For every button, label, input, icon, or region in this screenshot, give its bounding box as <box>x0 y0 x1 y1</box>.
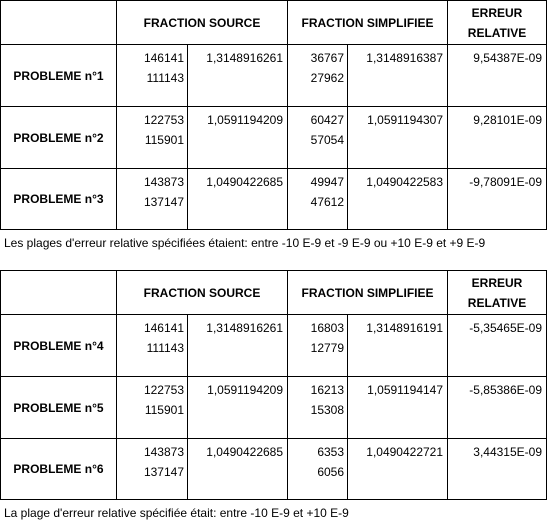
source-numerator: 143873 <box>143 445 184 459</box>
header-relative-error <box>448 1 547 45</box>
source-numerator: 122753 <box>143 113 184 127</box>
table-block-2 <box>0 270 547 532</box>
simplified-fraction-cell <box>288 315 348 377</box>
simplified-fraction-cell <box>288 377 348 439</box>
source-fraction-cell <box>117 439 188 500</box>
problem-label: PROBLEME n°4 <box>1 315 117 377</box>
problem-label: PROBLEME n°1 <box>1 45 117 107</box>
simplified-fraction-cell <box>288 169 348 230</box>
simplified-denominator: 47612 <box>310 195 345 209</box>
header-fraction-simplified: FRACTION SIMPLIFIEE <box>288 271 448 315</box>
simplified-value: 1,0490422583 <box>348 169 448 230</box>
simplified-value: 1,0591194307 <box>348 107 448 169</box>
table-row <box>1 377 547 439</box>
source-value: 1,0591194209 <box>188 377 288 439</box>
results-table-2 <box>0 270 547 500</box>
relative-error-value: -5,85386E-09 <box>448 377 547 439</box>
simplified-fraction-cell <box>288 439 348 500</box>
simplified-denominator: 27962 <box>310 71 345 85</box>
error-range-note: Les plages d'erreur relative spécifiées étaient: entre -10 E-9 et -9 E-9 ou +10 E-9 et +9 E-9 <box>4 236 486 250</box>
source-denominator: 137147 <box>143 465 184 479</box>
problem-label: PROBLEME n°5 <box>1 377 117 439</box>
relative-error-value: -9,78091E-09 <box>448 169 547 230</box>
source-value: 1,3148916261 <box>188 315 288 377</box>
source-numerator: 146141 <box>143 51 184 65</box>
header-error-line1: ERREUR <box>471 5 523 20</box>
simplified-numerator: 36767 <box>310 51 345 65</box>
header-relative-error <box>448 271 547 315</box>
source-numerator: 143873 <box>143 175 184 189</box>
source-denominator: 137147 <box>143 195 184 209</box>
table-row <box>1 45 547 107</box>
header-row <box>1 1 547 45</box>
header-error-line1: ERREUR <box>471 275 523 290</box>
problem-label: PROBLEME n°6 <box>1 439 117 500</box>
table-row <box>1 315 547 377</box>
simplified-numerator: 16803 <box>310 321 345 335</box>
simplified-denominator: 6056 <box>317 465 345 479</box>
header-fraction-simplified: FRACTION SIMPLIFIEE <box>288 1 448 45</box>
relative-error-value: -5,35465E-09 <box>448 315 547 377</box>
header-fraction-source: FRACTION SOURCE <box>117 271 288 315</box>
source-value: 1,0490422685 <box>188 439 288 500</box>
simplified-numerator: 49947 <box>310 175 345 189</box>
header-fraction-source: FRACTION SOURCE <box>117 1 288 45</box>
relative-error-value: 9,28101E-09 <box>448 107 547 169</box>
simplified-fraction-cell <box>288 45 348 107</box>
source-fraction-cell <box>117 315 188 377</box>
problem-label: PROBLEME n°3 <box>1 169 117 230</box>
empty-header-cell <box>1 1 117 45</box>
simplified-value: 1,0490422721 <box>348 439 448 500</box>
source-fraction-cell <box>117 377 188 439</box>
table-row <box>1 107 547 169</box>
source-fraction-cell <box>117 45 188 107</box>
source-numerator: 122753 <box>143 383 184 397</box>
simplified-denominator: 12779 <box>310 341 345 355</box>
source-denominator: 115901 <box>144 133 184 147</box>
simplified-numerator: 16213 <box>310 383 345 397</box>
simplified-value: 1,3148916387 <box>348 45 448 107</box>
relative-error-value: 9,54387E-09 <box>448 45 547 107</box>
simplified-value: 1,3148916191 <box>348 315 448 377</box>
header-error-line2: RELATIVE <box>467 295 527 310</box>
results-table-1 <box>0 0 547 230</box>
relative-error-value: 3,44315E-09 <box>448 439 547 500</box>
simplified-denominator: 15308 <box>310 403 345 417</box>
source-denominator: 111143 <box>146 71 184 85</box>
header-error-line2: RELATIVE <box>467 25 527 40</box>
error-range-note: La plage d'erreur relative spécifiée était: entre -10 E-9 et +10 E-9 <box>4 506 349 520</box>
source-denominator: 111143 <box>146 341 184 355</box>
simplified-value: 1,0591194147 <box>348 377 448 439</box>
source-value: 1,0591194209 <box>188 107 288 169</box>
source-numerator: 146141 <box>143 321 184 335</box>
source-denominator: 115901 <box>144 403 184 417</box>
table-row <box>1 439 547 500</box>
table-row <box>1 169 547 230</box>
header-row <box>1 271 547 315</box>
empty-header-cell <box>1 271 117 315</box>
simplified-numerator: 60427 <box>310 113 345 127</box>
simplified-denominator: 57054 <box>310 133 345 147</box>
source-value: 1,0490422685 <box>188 169 288 230</box>
simplified-numerator: 6353 <box>317 445 345 459</box>
problem-label: PROBLEME n°2 <box>1 107 117 169</box>
table-block-1 <box>0 0 547 264</box>
source-fraction-cell <box>117 169 188 230</box>
source-value: 1,3148916261 <box>188 45 288 107</box>
source-fraction-cell <box>117 107 188 169</box>
simplified-fraction-cell <box>288 107 348 169</box>
